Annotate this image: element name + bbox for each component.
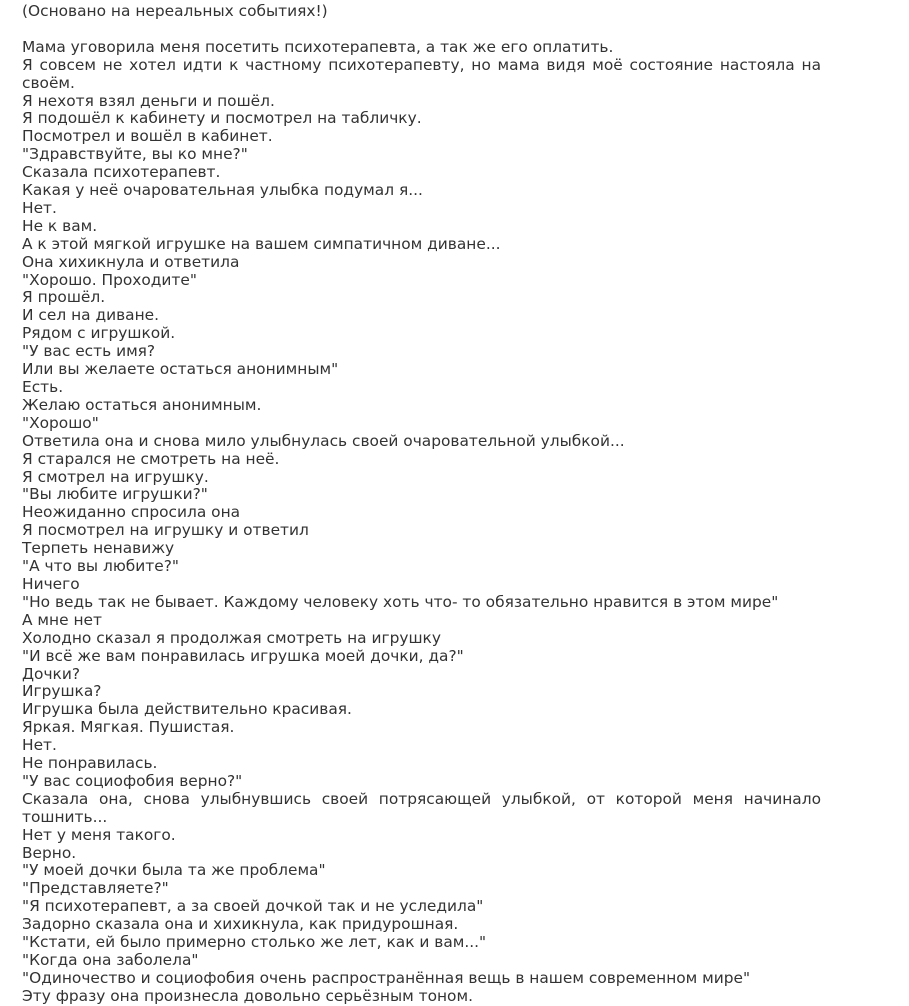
story-note: (Основано на нереальных событиях!) — [22, 2, 328, 20]
story-line: И сел на диване. — [22, 306, 160, 325]
paragraph-gap — [22, 21, 821, 39]
story-lines — [22, 39, 821, 1006]
story-line: Я прошёл. — [22, 288, 106, 307]
story-line: "Вы любите игрушки?" — [22, 485, 208, 504]
story-line: Терпеть ненавижу — [22, 539, 175, 558]
story-line: Я смотрел на игрушку. — [22, 467, 209, 486]
story-line: Какая у неё очаровательная улыбка подумал я... — [22, 181, 423, 200]
story-line: "Кстати, ей было примерно столько же лет, как и вам..." — [22, 933, 487, 952]
story-line: Мама уговорила меня посетить психотерапевта, а так же его оплатить. — [22, 37, 614, 56]
story-line: Сказала она, снова улыбнувшись своей потрясающей улыбкой, от которой меня начинало тошнить... — [22, 789, 821, 826]
story-line: Игрушка? — [22, 682, 102, 701]
story-line: Не понравилась. — [22, 754, 158, 773]
story-line: Рядом с игрушкой. — [22, 324, 176, 343]
story-line: "Я психотерапевт, а за своей дочкой так и не уследила" — [22, 897, 484, 916]
story-line: "А что вы любите?" — [22, 557, 179, 576]
story-line: Неожиданно спросила она — [22, 503, 241, 522]
story-line: Сказала психотерапевт. — [22, 163, 221, 182]
story-line: "Одиночество и социофобия очень распространённая вещь в нашем современном мире" — [22, 968, 751, 987]
story-line: "У вас социофобия верно?" — [22, 771, 243, 790]
story-line: Нет. — [22, 736, 57, 755]
story-line: "У моей дочки была та же проблема" — [22, 861, 326, 880]
story-line: Я подошёл к кабинету и посмотрел на табличку. — [22, 109, 422, 128]
story-line: Она хихикнула и ответила — [22, 252, 240, 271]
story-line: "Здравствуйте, вы ко мне?" — [22, 145, 248, 164]
story-line: Верно. — [22, 843, 77, 862]
story-line: "Когда она заболела" — [22, 951, 199, 970]
story-line: Ничего — [22, 574, 80, 593]
story-line: "Хорошо. Проходите" — [22, 270, 197, 289]
story-line: Яркая. Мягкая. Пушистая. — [22, 718, 235, 737]
story-line: Или вы желаете остаться анонимным" — [22, 360, 339, 379]
story-line: "Представляете?" — [22, 879, 169, 898]
story-line: Я посмотрел на игрушку и ответил — [22, 521, 309, 540]
story-line: Игрушка была действительно красивая. — [22, 700, 352, 719]
story-line: Я нехотя взял деньги и пошёл. — [22, 91, 275, 110]
story-line: "И всё же вам понравилась игрушка моей дочки, да?" — [22, 646, 464, 665]
story-line: Нет у меня такого. — [22, 825, 176, 844]
story-line: Я старался не смотреть на неё. — [22, 449, 280, 468]
story-line: Я совсем не хотел идти к частному психотерапевту, но мама видя моё состояние настояла на своём. — [22, 55, 821, 92]
story-line: "Но ведь так не бывает. Каждому человеку хоть что- то обязательно нравится в этом мире" — [22, 592, 779, 611]
story-line: А к этой мягкой игрушке на вашем симпатичном диване... — [22, 234, 501, 253]
story-line: Нет. — [22, 198, 57, 217]
story-line: Эту фразу она произнесла довольно серьёзным тоном. — [22, 986, 473, 1005]
story-line: Не к вам. — [22, 216, 98, 235]
story-text — [22, 3, 821, 1006]
story-line: Задорно сказала она и хихикнула, как придурошная. — [22, 915, 459, 934]
story-line: Ответила она и снова мило улыбнулась своей очаровательной улыбкой... — [22, 431, 625, 450]
story-line: Дочки? — [22, 664, 81, 683]
story-line: Желаю остаться анонимным. — [22, 395, 262, 414]
story-line: Холодно сказал я продолжая смотреть на игрушку — [22, 628, 441, 647]
story-line: Посмотрел и вошёл в кабинет. — [22, 127, 273, 146]
story-line: А мне нет — [22, 610, 102, 629]
story-line: Есть. — [22, 378, 64, 397]
story-line: "Хорошо" — [22, 413, 99, 432]
story-line: "У вас есть имя? — [22, 342, 156, 361]
